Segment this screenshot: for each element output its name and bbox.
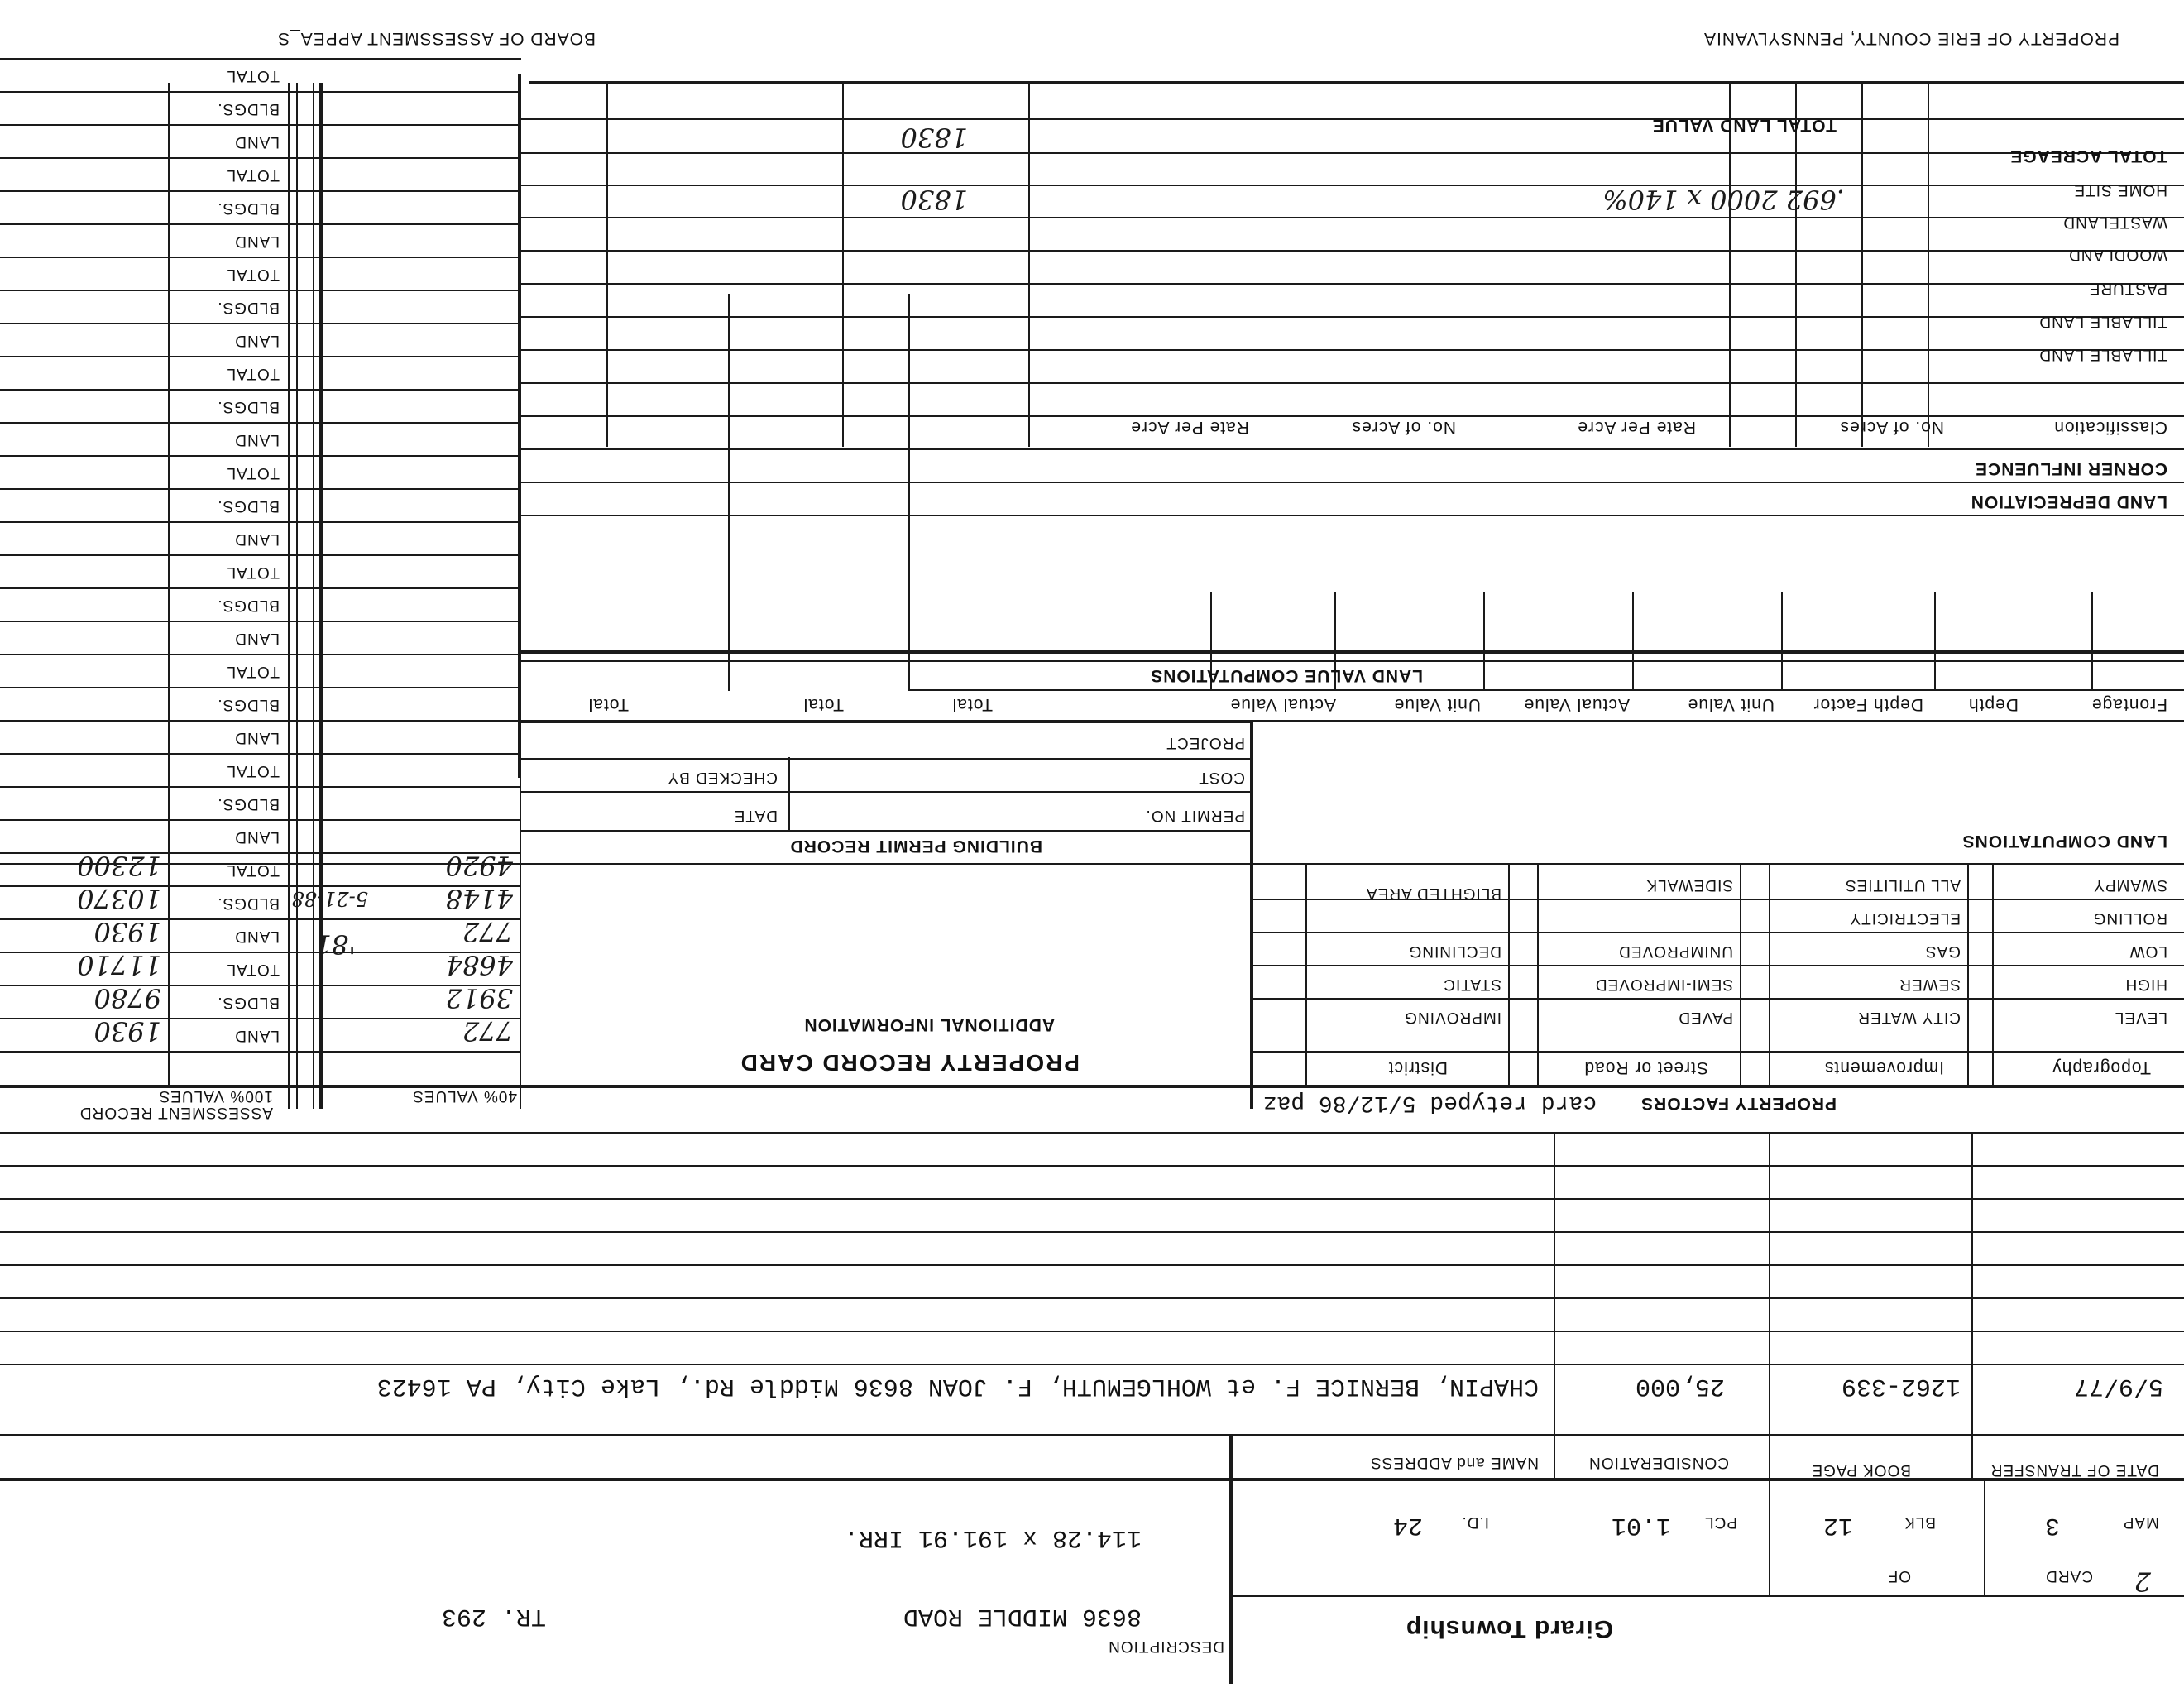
assessment-row-line	[0, 753, 521, 755]
additional-information-title: ADDITIONAL INFORMATION	[803, 1015, 1055, 1034]
pf-header-topography: Topography	[2052, 1058, 2151, 1077]
assessment-row-line	[0, 985, 521, 986]
transfer-consideration: 25,000	[1635, 1372, 1725, 1400]
assessment-row-line	[0, 190, 521, 192]
imp-sewer: SEWER	[1899, 976, 1961, 993]
pf-header-district: District	[1387, 1058, 1448, 1077]
transfer-date: 5/9/77	[2073, 1372, 2163, 1400]
pf-header-street-road: Street or Road	[1583, 1058, 1708, 1077]
card-mark: 2	[2134, 1566, 2151, 1597]
assessment-row-line	[0, 58, 521, 60]
assessment-row-line	[0, 918, 521, 920]
district-static: STATIC	[1443, 976, 1502, 993]
assessment-row-label: BLDGS.	[217, 894, 280, 912]
assessment-row-label: TOTAL	[226, 67, 280, 84]
total-land-value-entry: 1830	[900, 122, 968, 153]
assessment-row-line	[0, 91, 521, 93]
transfer-name-header: NAME and ADDRESS	[1370, 1454, 1539, 1471]
assess-100-total-2: 12300	[77, 850, 161, 881]
of-label: OF	[1887, 1567, 1911, 1585]
topo-swampy: SWAMPY	[2093, 876, 2167, 894]
lvc-col-total-1: Total	[951, 695, 993, 714]
transfer-book: 1262-339	[1841, 1372, 1961, 1400]
imp-all-utilities: ALL UTILITIES	[1844, 876, 1961, 894]
assessment-row-label: LAND	[234, 828, 280, 846]
assessment-row-line	[0, 323, 521, 324]
transfer-date-header: DATE OF TRANSFER	[1990, 1461, 2159, 1479]
property-factors-title: PROPERTY FACTORS	[1640, 1094, 1837, 1113]
assessment-row-label: LAND	[234, 431, 280, 448]
assess-100-total-1: 11710	[77, 949, 161, 981]
assessment-row-line	[0, 290, 521, 291]
assessment-row-label: BLDGS.	[217, 299, 280, 316]
assess-40-bldgs-2: 4148	[445, 883, 513, 914]
lvc-col-actual-value-2: Actual Value	[1229, 695, 1336, 714]
permit-date-label: DATE	[733, 807, 778, 824]
assessment-row-label: BLDGS.	[217, 994, 280, 1011]
home-site-value: 1830	[900, 184, 968, 215]
assessment-row-label: TOTAL	[226, 861, 280, 879]
pf-header-improvements: Improvements	[1823, 1058, 1944, 1077]
row-tillable-2: TILLABLE LAND	[2038, 346, 2167, 363]
assessment-row-label: BLDGS.	[217, 696, 280, 713]
col-no-acres-2: No. of Acres	[1351, 418, 1456, 437]
id-label: I.D.	[1461, 1513, 1489, 1531]
imp-city-water: CITY WATER	[1857, 1009, 1961, 1026]
lvc-col-depth: Depth	[1967, 695, 2019, 714]
assessment-row-label: TOTAL	[226, 762, 280, 779]
assessment-row-line	[0, 687, 521, 688]
assessment-row-label: BLDGS.	[217, 795, 280, 813]
assessment-row-line	[0, 488, 521, 490]
row-woodland: WOODLAND	[2068, 246, 2167, 263]
district-blighted-area: BLIGHTED AREA	[1366, 885, 1502, 902]
assessment-row-line	[0, 356, 521, 357]
assessment-row-label: BLDGS.	[217, 199, 280, 217]
card-label: CARD	[2045, 1567, 2093, 1585]
lvc-col-unit-value-2: Unit Value	[1393, 695, 1481, 714]
blk-label: BLK	[1904, 1513, 1936, 1531]
col-100-values: 100% VALUES	[158, 1087, 273, 1105]
street-semi-improved: SEMI-IMPROVED	[1594, 976, 1733, 993]
assess-40-total-1: 4684	[445, 949, 513, 981]
lvc-col-total-3: Total	[587, 695, 629, 714]
assessment-row-label: LAND	[234, 1027, 280, 1044]
assessment-row-label: BLDGS.	[217, 100, 280, 117]
assessment-row-label: LAND	[234, 332, 280, 349]
assess-40-total-2: 4920	[445, 850, 513, 881]
topo-high: HIGH	[2124, 976, 2167, 993]
lvc-col-depth-factor: Depth Factor	[1813, 695, 1923, 714]
pcl-value: 1.01	[1611, 1511, 1671, 1539]
col-40-values: 40% VALUES	[412, 1087, 517, 1105]
assessment-row-line	[0, 554, 521, 556]
land-computations-title: LAND COMPUTATIONS	[1961, 832, 2167, 851]
assess-40-land-2: 772	[462, 916, 513, 947]
corner-influence-label: CORNER INFLUENCE	[1974, 459, 2167, 478]
assessment-row-label: LAND	[234, 729, 280, 746]
assess-100-bldgs-2: 10370	[77, 883, 161, 914]
year-mark-88: 5-21-88	[291, 887, 368, 910]
assessment-row-line	[0, 621, 521, 622]
assessment-row-line	[0, 786, 521, 788]
assessment-row-label: LAND	[234, 928, 280, 945]
assessment-row-line	[0, 587, 521, 589]
street-sidewalk: SIDEWALK	[1645, 876, 1733, 894]
building-permit-title: BUILDING PERMIT RECORD	[789, 837, 1042, 856]
project-label: PROJECT	[1166, 734, 1245, 751]
col-rate-per-acre-1: Rate Per Acre	[1577, 418, 1696, 437]
district-declining: DECLINING	[1408, 942, 1502, 960]
assessment-row-line	[0, 654, 521, 655]
transfer-name-address: CHAPIN, BERNICE F. et WOHLGEMUTH, F. JOAN 8636 Middle Rd., Lake City, PA 16423	[376, 1372, 1539, 1400]
map-value: 3	[2044, 1511, 2060, 1539]
property-record-card-title: PROPERTY RECORD CARD	[739, 1050, 1080, 1076]
assessment-row-label: LAND	[234, 233, 280, 250]
lot-dimensions: 114.28 x 191.91 IRR.	[843, 1523, 1142, 1551]
assessment-row-line	[0, 720, 521, 722]
assessment-row-line	[0, 389, 521, 391]
col-no-acres-1: No. of Acres	[1839, 418, 1944, 437]
col-classification: Classification	[2053, 418, 2167, 437]
checked-by-label: CHECKED BY	[667, 769, 778, 786]
assess-40-land-1: 772	[462, 1015, 513, 1047]
board-heading: BOARD OF ASSESSMENT APPEA_S	[277, 29, 596, 48]
assessment-row-label: LAND	[234, 630, 280, 647]
assess-40-bldgs-1: 3912	[445, 982, 513, 1014]
year-mark-81: '81	[314, 928, 356, 960]
assessment-row-label: TOTAL	[226, 365, 280, 382]
assess-100-bldgs-1: 9780	[93, 982, 161, 1014]
row-home-site: HOME SITE	[2073, 181, 2167, 199]
assess-100-land-2: 1930	[93, 916, 161, 947]
assessment-record-title: ASSESSMENT RECORD	[79, 1104, 273, 1121]
assessment-row-line	[0, 521, 521, 523]
blk-value: 12	[1822, 1511, 1853, 1539]
assess-100-land-1: 1930	[93, 1015, 161, 1047]
assessment-row-label: LAND	[234, 133, 280, 151]
permit-no-label: PERMIT NO.	[1145, 807, 1245, 824]
total-acreage-label: TOTAL ACREAGE	[2009, 146, 2167, 165]
assessment-row-line	[0, 124, 521, 126]
row-wasteland: WASTELAND	[2062, 213, 2167, 231]
lvc-col-unit-value-1: Unit Value	[1687, 695, 1774, 714]
assessment-row-label: BLDGS.	[217, 398, 280, 415]
assessment-row-line	[0, 1018, 521, 1019]
id-value: 24	[1392, 1511, 1423, 1539]
assessment-row-label: TOTAL	[226, 166, 280, 184]
assessment-row-label: TOTAL	[226, 563, 280, 581]
pcl-label: PCL	[1704, 1513, 1737, 1531]
retyped-note: card retyped 5/12/86 paz	[1262, 1090, 1597, 1115]
transfer-consideration-header: CONSIDERATION	[1588, 1454, 1729, 1471]
assessment-row-line	[0, 819, 521, 821]
assessment-row-line	[0, 223, 521, 225]
assessment-row-label: TOTAL	[226, 961, 280, 978]
home-site-entry: .692 2000 x 140%	[1602, 184, 1845, 215]
assessment-row-label: BLDGS.	[217, 597, 280, 614]
topo-low: LOW	[2129, 942, 2167, 960]
imp-gas: GAS	[1924, 942, 1961, 960]
street-paved: PAVED	[1678, 1009, 1733, 1026]
land-value-computations-title: LAND VALUE COMPUTATIONS	[1150, 666, 1423, 685]
col-rate-per-acre-2: Rate Per Acre	[1130, 418, 1249, 437]
assessment-row-line	[0, 157, 521, 159]
land-depreciation-label: LAND DEPRECIATION	[1970, 492, 2167, 511]
township-name: Girard Township	[1405, 1615, 1613, 1642]
cost-label: COST	[1198, 769, 1245, 786]
transfer-book-header: BOOK PAGE	[1811, 1461, 1911, 1479]
assessment-row-label: BLDGS.	[217, 497, 280, 515]
topo-level: LEVEL	[2114, 1009, 2167, 1026]
street-unimproved: UNIMPROVED	[1618, 942, 1733, 960]
lvc-col-frontage: Frontage	[2091, 695, 2167, 714]
lvc-col-total-2: Total	[802, 695, 844, 714]
assessment-row-line	[0, 455, 521, 457]
property-of-heading: PROPERTY OF ERIE COUNTY, PENNSYLVANIA	[1703, 29, 2119, 48]
assessment-row-label: TOTAL	[226, 464, 280, 482]
imp-electricity: ELECTRICITY	[1849, 909, 1961, 927]
assessment-row-label: TOTAL	[226, 663, 280, 680]
lvc-col-actual-value-1: Actual Value	[1523, 695, 1630, 714]
map-label: MAP	[2122, 1513, 2159, 1531]
row-tillable-1: TILLABLE LAND	[2038, 313, 2167, 330]
assessment-row-line	[0, 257, 521, 258]
description-label: DESCRIPTION	[1108, 1638, 1224, 1655]
assessment-row-line	[0, 422, 521, 424]
topo-rolling: ROLLING	[2092, 909, 2167, 927]
total-land-value-label: TOTAL LAND VALUE	[1651, 116, 1837, 135]
assessment-row-label: LAND	[234, 530, 280, 548]
row-pasture: PASTURE	[2088, 280, 2167, 297]
property-address: 8636 MIDDLE ROAD	[903, 1602, 1142, 1630]
tract-number: TR. 293	[441, 1602, 546, 1630]
assessment-row-label: TOTAL	[226, 266, 280, 283]
district-improving: IMPROVING	[1404, 1009, 1502, 1026]
